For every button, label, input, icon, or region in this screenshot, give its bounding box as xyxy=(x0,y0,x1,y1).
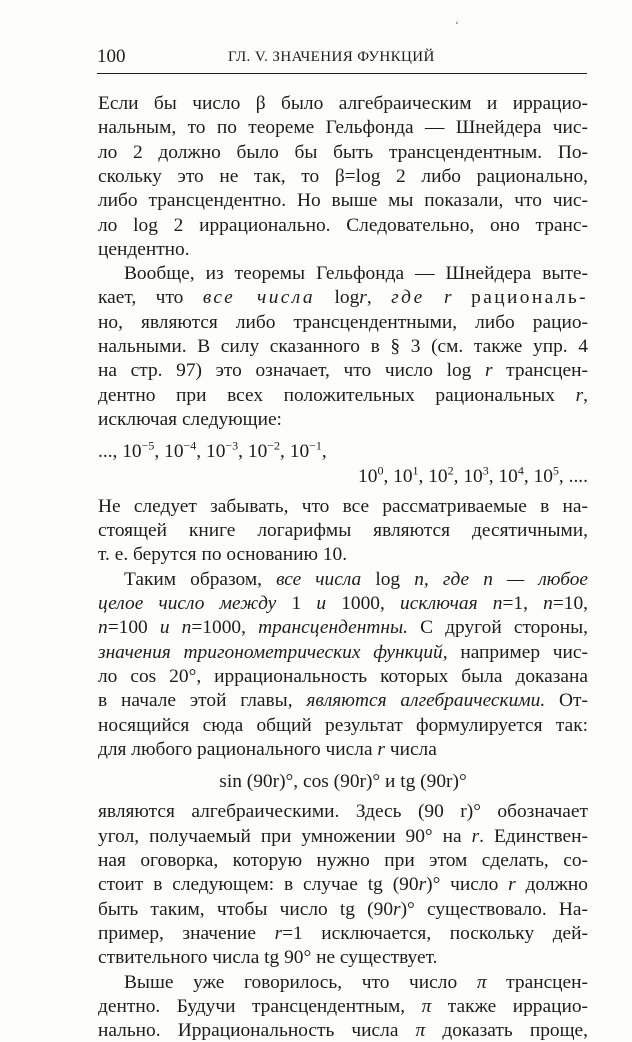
stray-mark: ‘ xyxy=(455,18,459,32)
text-line: стоящей книге логарифмы являются десятичными, xyxy=(98,520,588,542)
text-line: кает, что все числа logr, где r рациональ- xyxy=(98,287,588,309)
text-line: Если бы число β было алгебраическим и иррацио- xyxy=(98,93,588,114)
text-line: цендентно. xyxy=(98,238,190,260)
formula-trig-line: sin (90r)°, cos (90r)° и tg (90r)° xyxy=(219,771,467,793)
formula-powers-positive: $10^0$, $10^1$, $10^2$, $10^3$, $10^4$, $10^5$, .... xyxy=(358,463,588,487)
text-line: дентно при всех положительных рациональных r, xyxy=(98,384,588,406)
formula-powers-negative: ..., $10^{-5}$, $10^{-4}$, $10^{-3}$, $10^{-2}$, $10^{-1}$, xyxy=(98,438,327,463)
text-line: но, являются либо трансцендентными, либо рацио- xyxy=(98,311,588,333)
text-line: для любого рационального числа r числа xyxy=(98,738,437,760)
text-line: n=100 и n=1000, трансцендентны. С другой стороны, xyxy=(98,617,588,639)
text-line: в начале этой главы, являются алгебраическими. От- xyxy=(98,690,588,712)
header-rule xyxy=(97,73,587,74)
text-line: значения тригонометрических функций, например чис- xyxy=(98,641,588,663)
text-line: дентно. Будучи трансцендентным, π также иррацио- xyxy=(98,995,588,1017)
text-line: нальным, то по теореме Гельфонда — Шнейдера чис- xyxy=(98,117,588,139)
text-line: быть таким, чтобы число tg (90r)° существовало. На- xyxy=(98,898,588,920)
text-line: Таким образом, все числа log n, где n — любое xyxy=(124,568,588,590)
text-line: на стр. 97) это означает, что число log r трансцен- xyxy=(98,360,588,382)
text-line: носящийся сюда общий результат формулируется так: xyxy=(98,714,588,736)
text-line: ная оговорка, которую нужно при этом сделать, со- xyxy=(98,850,588,871)
text-line: Выше уже говорилось, что число π трансцен- xyxy=(124,971,588,993)
text-line: исключая следующие: xyxy=(98,408,282,430)
text-line: являются алгебраическими. Здесь (90 r)° обозначает xyxy=(98,801,588,823)
text-line: ло log 2 иррационально. Следовательно, оно транс- xyxy=(98,214,588,236)
text-line: стоит в следующем: в случае tg (90r)° число r должно xyxy=(98,874,588,896)
text-line: Не следует забывать, что все рассматриваемые в на- xyxy=(98,495,588,517)
text-line: ствительного числа tg 90° не существует. xyxy=(98,947,438,969)
text-line: нально. Иррациональность числа π доказать проще, xyxy=(98,1020,588,1042)
text-line: скольку это не так, то β=log 2 либо рационально, xyxy=(98,165,588,187)
page-number: 100 xyxy=(97,46,126,67)
text-line: ло 2 должно было бы быть трансцендентным. По- xyxy=(98,141,588,163)
text-line: ло cos 20°, иррациональность которых была доказана xyxy=(98,665,588,687)
text-line: т. е. берутся по основанию 10. xyxy=(98,544,348,566)
page-header xyxy=(97,46,589,72)
text-line: Вообще, из теоремы Гельфонда — Шнейдера выте- xyxy=(124,263,588,285)
running-title: ГЛ. V. ЗНАЧЕНИЯ ФУНКЦИЙ xyxy=(228,49,435,65)
text-line: пример, значение r=1 исключается, поскольку дей- xyxy=(98,922,588,944)
text-line: целое число между 1 и 1000, исключая n=1, n=10, xyxy=(98,593,589,614)
text-line: нальными. В силу сказанного в § 3 (см. также упр. 4 xyxy=(98,336,588,357)
text-line: угол, получаемый при умножении 90° на r. Единствен- xyxy=(98,825,588,847)
text-line: либо трансцендентно. Но выше мы показали, что чис- xyxy=(98,190,588,212)
